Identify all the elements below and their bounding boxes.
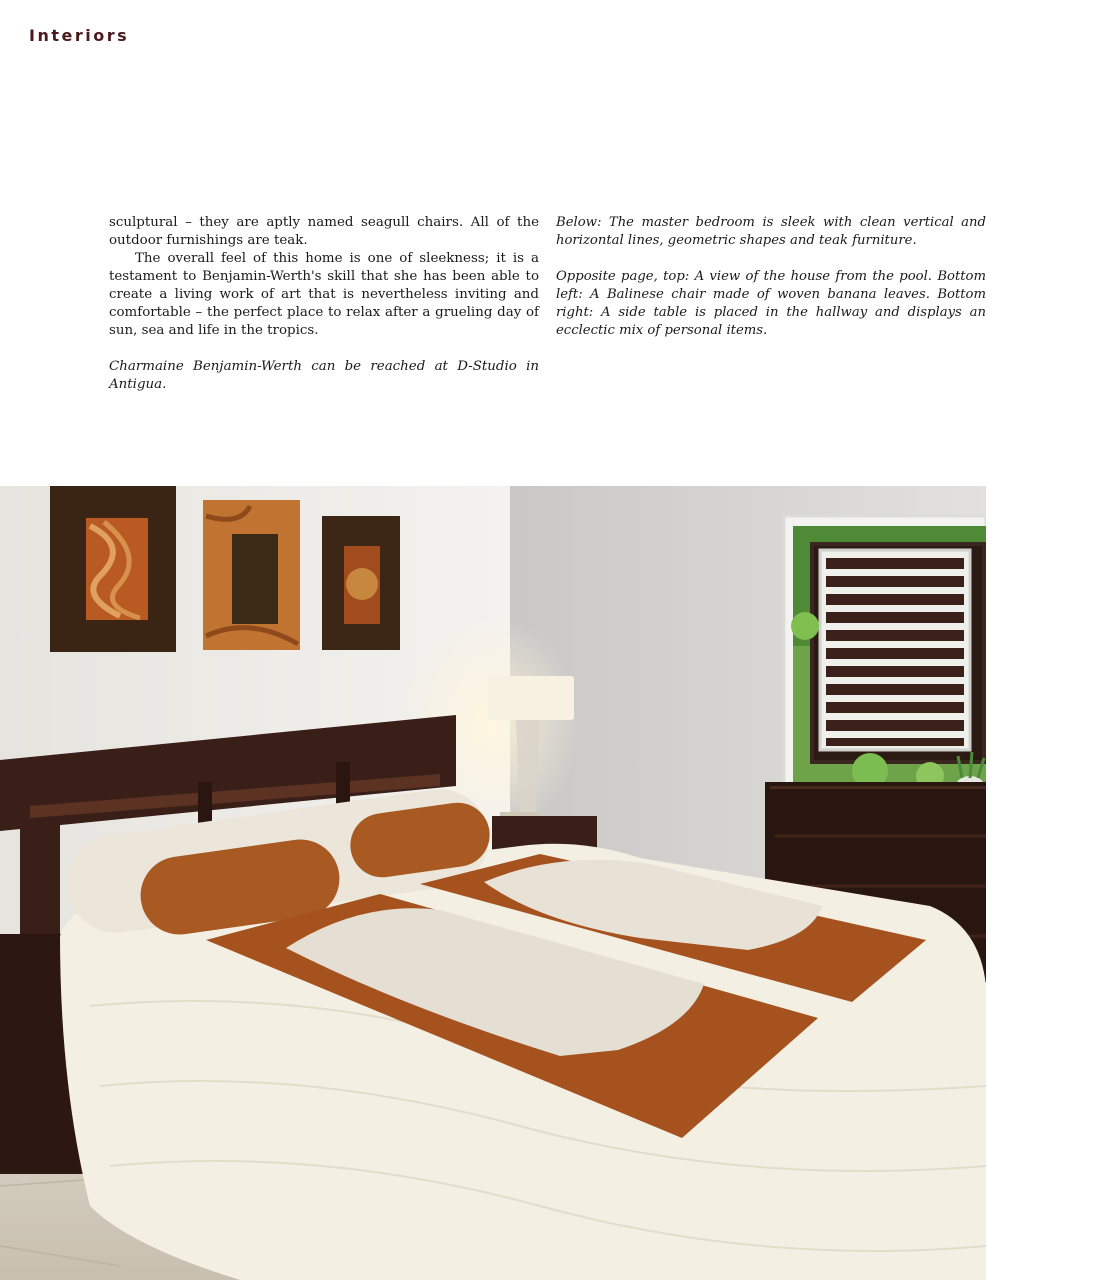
wall-art-3 [322,516,400,650]
wall-art-1 [50,486,176,652]
wall-art-2 [203,500,300,650]
bedroom-illustration [0,486,986,1280]
caption-below: Below: The master bedroom is sleek with clean vertical and horizontal lines, geometric shapes and teak furniture. [556,215,986,248]
caption-opposite: Opposite page, top: A view of the house from the pool. Bottom left: A Balinese chair made of woven banana leaves. Bottom right: A side table is placed in the hallway and displays an ecclectic mix of personal items. [556,269,986,338]
article-paragraph: sculptural – they are aptly named seagull chairs. All of the outdoor furnishings are teak. [109,215,539,248]
captions [556,214,986,340]
article-body [109,214,539,394]
author-credit: Charmaine Benjamin-Werth can be reached at D-Studio in Antigua. [109,359,539,392]
section-label: Interiors [29,26,130,45]
article-paragraph: The overall feel of this home is one of sleekness; it is a testament to Benjamin-Werth's skill that she has been able to create a living work of art that is nevertheless inviting and comfortable – the perfect place to relax after a grueling day of sun, sea and life in the tropics. [109,251,539,338]
bedroom-photo [0,486,986,1280]
window [784,516,986,790]
